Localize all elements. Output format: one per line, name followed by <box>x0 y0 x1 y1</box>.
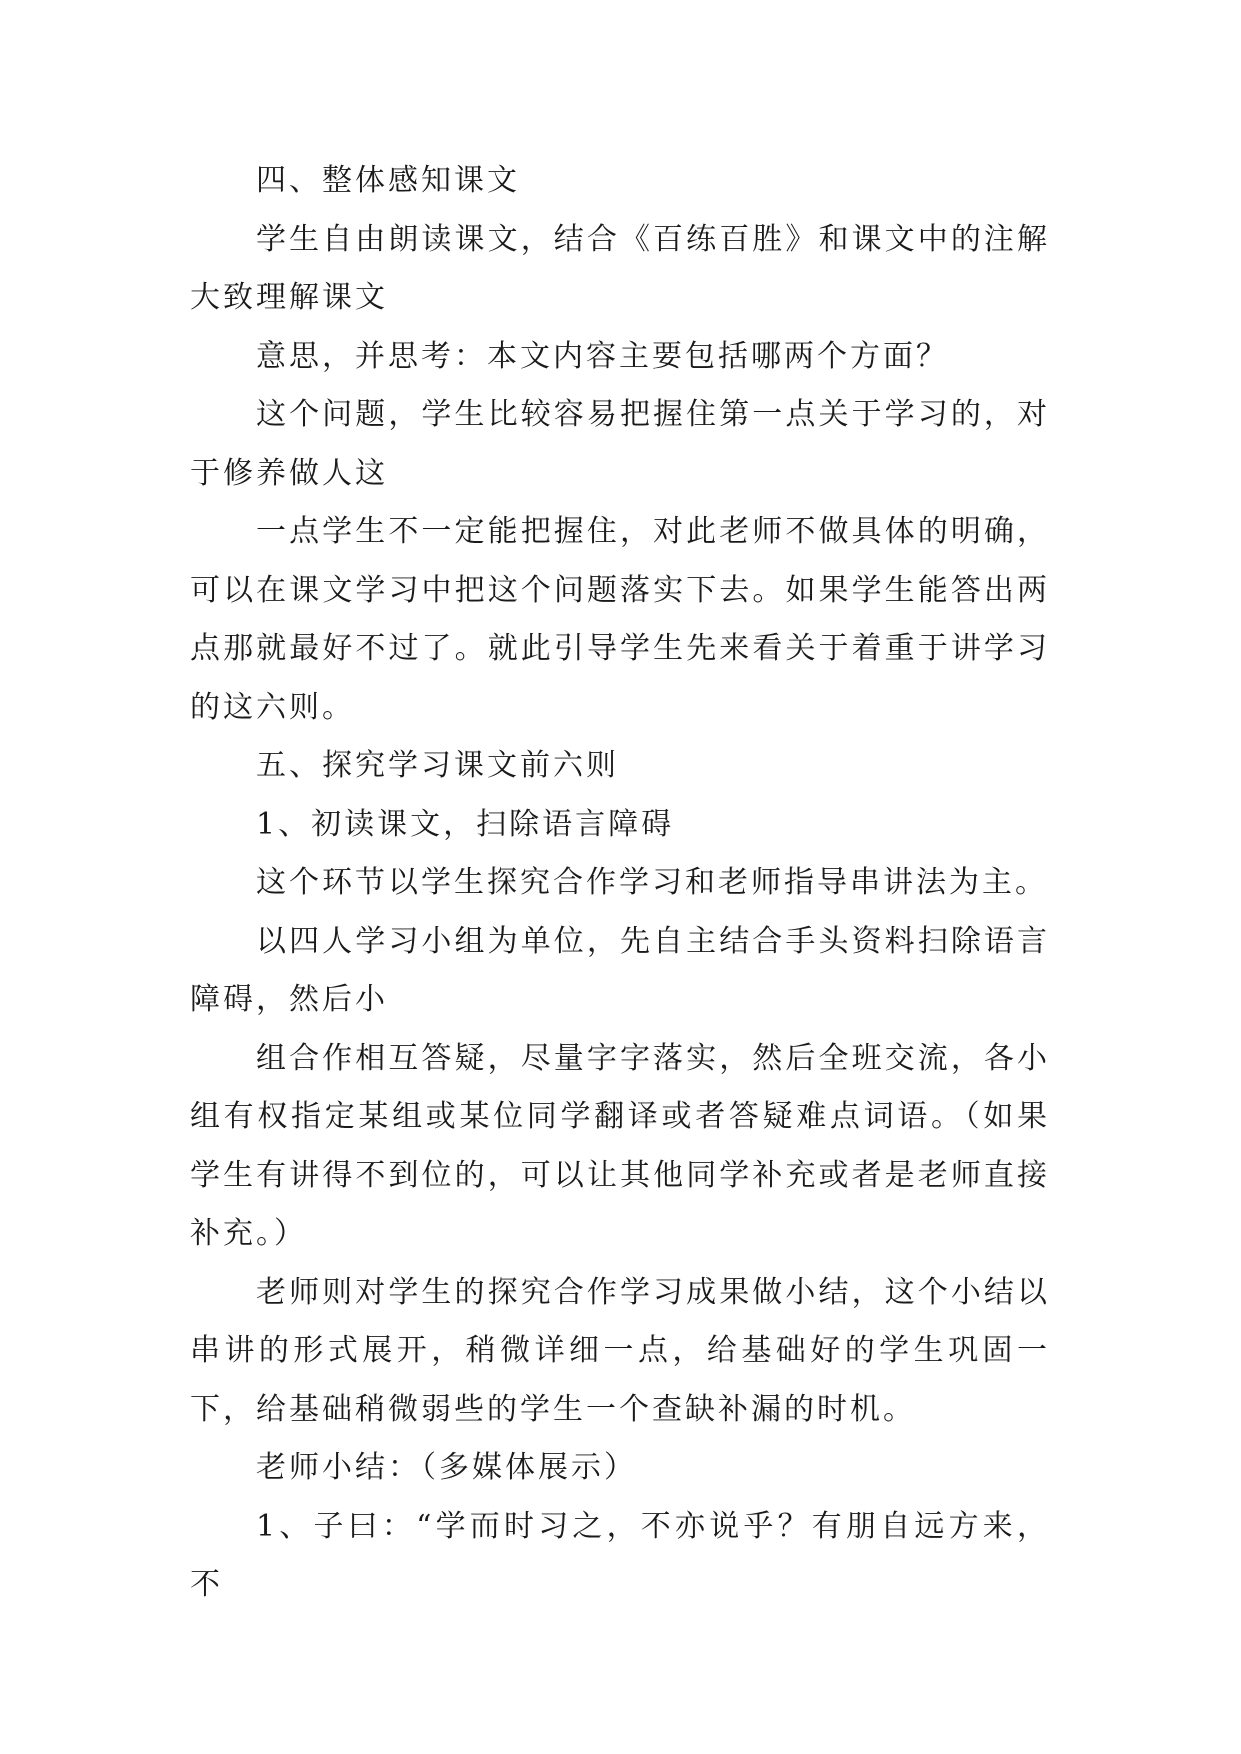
paragraph-free-reading: 学生自由朗读课文，结合《百练百胜》和课文中的注解大致理解课文 <box>190 221 1050 315</box>
subheading-initial-reading: 1、初读课文，扫除语言障碍 <box>256 806 675 842</box>
section-heading-explore-six: 五、探究学习课文前六则 <box>256 748 619 783</box>
section-heading-overall-perception: 四、整体感知课文 <box>256 163 520 198</box>
paragraph-teacher-summary: 老师则对学生的探究合作学习成果做小结，这个小结以串讲的形式展开，稍微详细一点，给基础好的学生巩固一下，给基础稍微弱些的学生一个查缺补漏的时机。 <box>190 1274 1050 1427</box>
paragraph-quote-confucius: 1、子曰：“学而时习之，不亦说乎？有朋自远方来，不 <box>190 1508 1050 1602</box>
paragraph-second-point: 一点学生不一定能把握住，对此老师不做具体的明确，可以在课文学习中把这个问题落实下去。如果学生能答出两点那就最好不过了。就此引导学生先来看关于着重于讲学习的这六则。 <box>190 514 1050 725</box>
paragraph-group-cooperation: 组合作相互答疑，尽量字字落实，然后全班交流，各小组有权指定某组或某位同学翻译或者答疑难点词语。（如果学生有讲得不到位的，可以让其他同学补充或者是老师直接补充。） <box>190 1040 1050 1251</box>
paragraph-method: 这个环节以学生探究合作学习和老师指导串讲法为主。 <box>256 865 1048 900</box>
document-body <box>190 152 1050 1615</box>
paragraph-question: 意思，并思考：本文内容主要包括哪两个方面？ <box>256 338 949 374</box>
subheading-teacher-summary: 老师小结：（多媒体展示） <box>256 1450 637 1485</box>
paragraph-first-point: 这个问题，学生比较容易把握住第一点关于学习的，对于修养做人这 <box>190 397 1050 491</box>
paragraph-group-study: 以四人学习小组为单位，先自主结合手头资料扫除语言障碍，然后小 <box>190 923 1050 1017</box>
